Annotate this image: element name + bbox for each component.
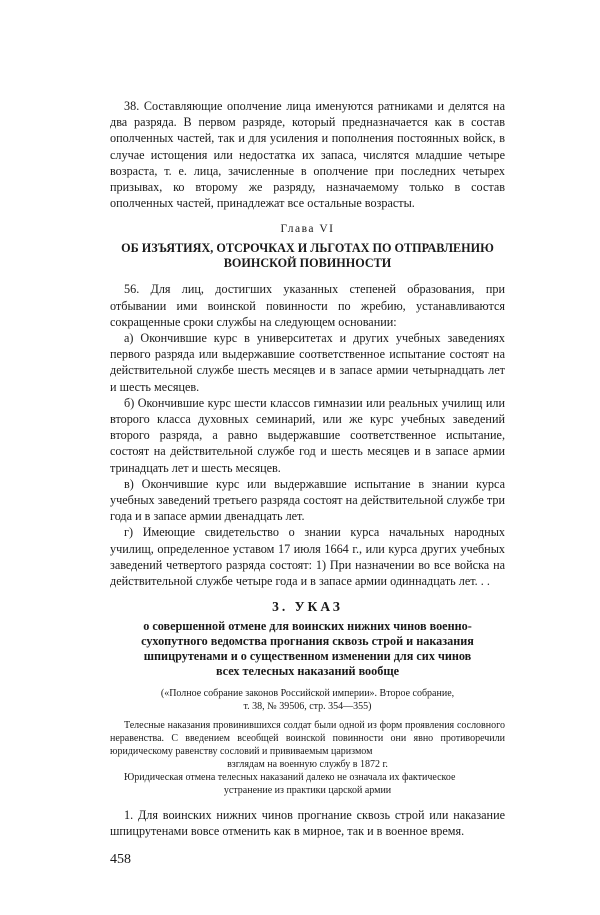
paragraph-38: 38. Составляющие ополчение лица именуются ратниками и делятся на два разряда. В первом разряде, который предназначается как в состав ополченных частей, так и для усиления и пополнения постоянных войск, в случае истощения или недостатка их запаса, числятся младшие четыре возраста, т. е. лица, зачисленные в ополчение при последних четырех призывах, ко второму же разряду, назначаемому только в состав ополченных частей, принадлежат все остальные возрасты. bbox=[110, 99, 505, 211]
source-line-2: т. 38, № 39506, стр. 354—355) bbox=[243, 701, 372, 713]
item-b: б) Окончившие курс шести классов гимназии или реальных училищ или второго класса духовных семинарий, или же курс учебных заведений второго разряда, а равно выдержавшие соответственное испытание, состоят на действительной службе год и шесть месяцев и в запасе армии тринадцать лет и шесть месяцев. bbox=[110, 395, 505, 475]
text-column bbox=[110, 98, 505, 868]
ukaz-subtitle-line-2: сухопутного ведомства прогнания сквозь строй и наказания bbox=[141, 634, 474, 649]
chapter-title-line-1: ОБ ИЗЪЯТИЯХ, ОТСРОЧКАХ И ЛЬГОТАХ ПО ОТПРАВЛЕНИЮ bbox=[121, 241, 494, 256]
page-number: 458 bbox=[110, 851, 131, 867]
chapter-label: Глава VI bbox=[280, 223, 335, 236]
ukaz-subtitle-line-1: о совершенной отмене для воинских нижних чинов военно- bbox=[143, 619, 472, 634]
editorial-note bbox=[110, 719, 505, 797]
chapter-title bbox=[110, 241, 505, 271]
source-line-1: («Полное собрание законов Российской империи». Второе собрание, bbox=[160, 688, 455, 700]
chapter-title-line-2: ВОИНСКОЙ ПОВИННОСТИ bbox=[223, 256, 392, 271]
ukaz-title: 3. УКАЗ bbox=[272, 599, 343, 615]
item-v: в) Окончившие курс или выдержавшие испытание в знании курса учебных заведений третьего разряда состоят на действительной службе три года и в запасе армии двенадцать лет. bbox=[110, 476, 505, 524]
item-a: а) Окончившие курс в университетах и других учебных заведениях первого разряда или выдержавшие соответственное испытание состоят на действительной службе шесть месяцев и в запасе армии четырнадцать лет и шесть месяцев. bbox=[110, 331, 505, 394]
source-citation bbox=[110, 687, 505, 713]
item-g: г) Имеющие свидетельство о знании курса начальных народных училищ, определенное уставом 17 июля 1664 г., или курса других учебных заведений четвертого разряда состоят: 1) При назначении во все войска на действительной службе четыре года и в запасе армии одиннадцать лет. . . bbox=[110, 525, 505, 589]
paragraph-56: 56. Для лиц, достигших указанных степеней образования, при отбывании ими воинской повинности по жребию, устанавливаются сокращенные сроки службы на следующем основании: bbox=[110, 282, 505, 329]
ukaz-subtitle-line-4: всех телесных наказаний вообще bbox=[215, 664, 400, 679]
ukaz-subtitle-line-3: шпицрутенами и о существенном изменении для сих чинов bbox=[143, 649, 472, 664]
note-1: Телесные наказания провинившихся солдат были одной из форм проявления сословного неравенства. С введением всеобщей воинской повинности они явно противоречили юридическому равенству сословий и прививаемым царизмом bbox=[110, 720, 505, 758]
note-1-end: взглядам на военную службу в 1872 г. bbox=[227, 759, 388, 771]
note-2-end: устранение из практики царской армии bbox=[223, 785, 392, 797]
ukaz-subtitle bbox=[110, 619, 505, 679]
note-2: Юридическая отмена телесных наказаний далеко не означала их фактическое bbox=[124, 772, 456, 784]
paragraph-1: 1. Для воинских нижних чинов прогнание сквозь строй или наказание шпицрутенами вовсе отменить как в мирное, так и в военное время. bbox=[110, 808, 505, 839]
